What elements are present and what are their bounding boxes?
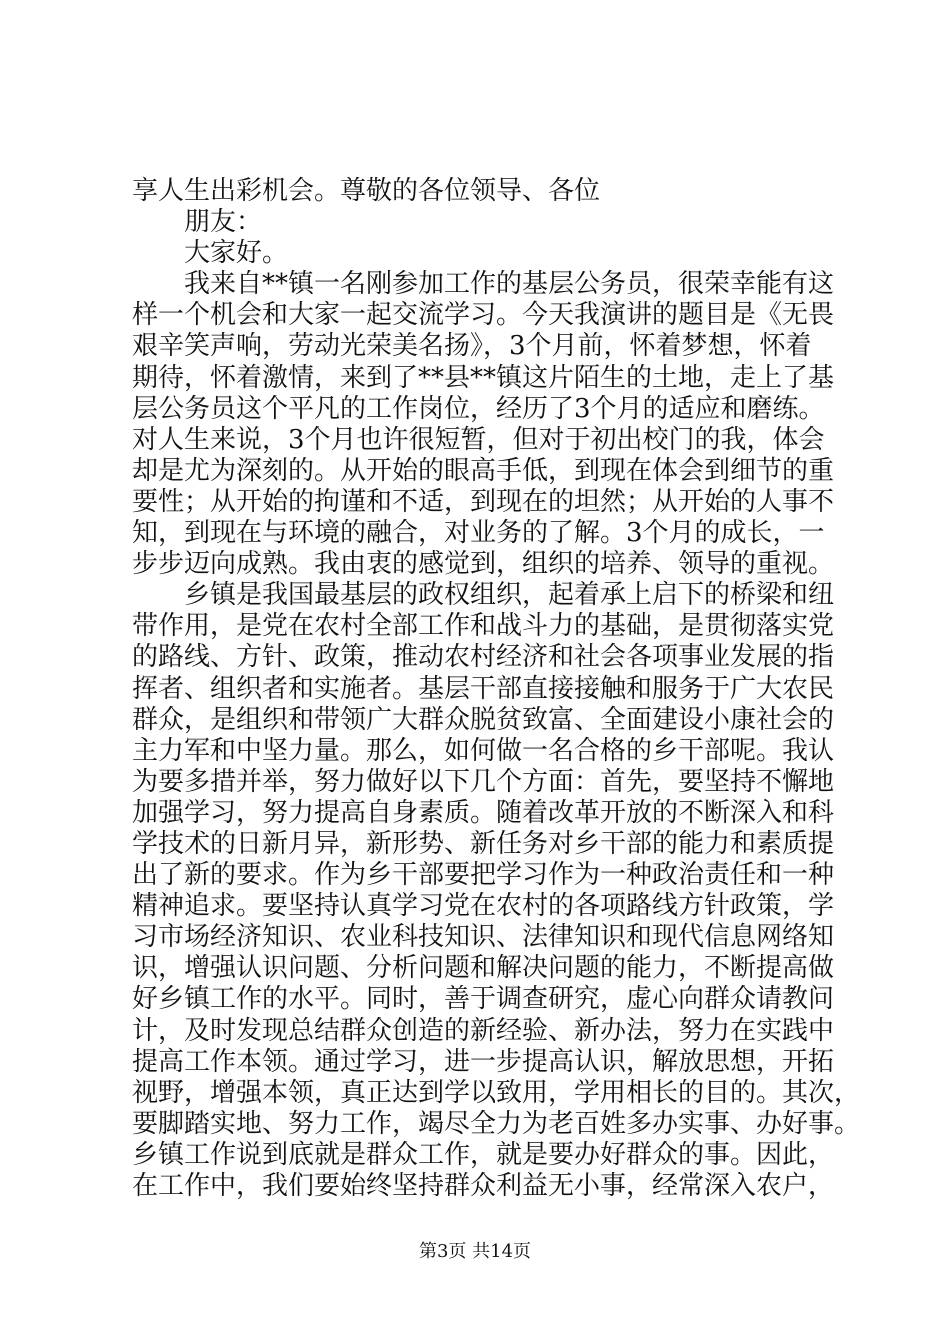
text-line: 却是尤为深刻的。从开始的眼高手低，到现在体会到细节的重 [132, 455, 835, 486]
text-line: 享人生出彩机会。尊敬的各位领导、各位 [132, 176, 601, 206]
text-line: 出了新的要求。作为乡干部要把学习作为一种政治责任和一种 [132, 860, 835, 891]
text-line: 精神追求。要坚持认真学习党在农村的各项路线方针政策，学 [132, 891, 835, 922]
text-line: 好乡镇工作的水平。同时，善于调查研究，虚心向群众请教问 [132, 984, 835, 1015]
text-line: 加强学习，努力提高自身素质。随着改革开放的不断深入和科 [132, 797, 835, 828]
text-line: 朋友： [184, 207, 263, 238]
text-line: 带作用，是党在农村全部工作和战斗力的基础，是贯彻落实党 [132, 611, 835, 642]
text-line: 要脚踏实地、努力工作，竭尽全力为老百姓多办实事、办好事。 [132, 1108, 861, 1139]
text-line: 乡镇是我国最基层的政权组织，起着承上启下的桥梁和纽 [184, 580, 835, 611]
text-line: 为要多措并举，努力做好以下几个方面：首先，要坚持不懈地 [132, 766, 835, 797]
text-line: 要性；从开始的拘谨和不适，到现在的坦然；从开始的人事不 [132, 486, 835, 517]
text-line: 样一个机会和大家一起交流学习。今天我演讲的题目是《无畏 [132, 300, 835, 331]
text-line: 乡镇工作说到底就是群众工作，就是要办好群众的事。因此， [132, 1139, 835, 1170]
text-line: 期待，怀着激情，来到了**县**镇这片陌生的土地，走上了基 [132, 362, 835, 393]
text-line: 主力军和中坚力量。那么，如何做一名合格的乡干部呢。我认 [132, 735, 835, 766]
text-line: 学技术的日新月异，新形势、新任务对乡干部的能力和素质提 [132, 828, 835, 859]
text-line: 群众，是组织和带领广大群众脱贫致富、全面建设小康社会的 [132, 704, 835, 735]
text-line: 知，到现在与环境的融合，对业务的了解。3个月的成长，一 [132, 518, 825, 549]
text-line: 在工作中，我们要始终坚持群众利益无小事，经常深入农户， [132, 1171, 835, 1201]
text-line: 艰辛笑声响，劳动光荣美名扬》，3个月前，怀着梦想，怀着 [132, 331, 812, 362]
text-line: 挥者、组织者和实施者。基层干部直接接触和服务于广大农民 [132, 673, 835, 704]
text-line: 对人生来说，3个月也许很短暂，但对于初出校门的我，体会 [132, 424, 825, 455]
text-line: 步步迈向成熟。我由衷的感觉到，组织的培养、领导的重视。 [132, 549, 835, 580]
body-text [132, 176, 861, 1202]
text-line: 识，增强认识问题、分析问题和解决问题的能力，不断提高做 [132, 953, 835, 984]
text-line: 视野，增强本领，真正达到学以致用，学用相长的目的。其次， [132, 1077, 861, 1108]
page-footer: 第3页 共14页 [418, 1241, 532, 1262]
text-line: 的路线、方针、政策，推动农村经济和社会各项事业发展的指 [132, 642, 835, 673]
text-line: 层公务员这个平凡的工作岗位，经历了3个月的适应和磨练。 [132, 393, 825, 424]
text-line: 计，及时发现总结群众创造的新经验、新办法，努力在实践中 [132, 1015, 835, 1046]
text-line: 大家好。 [184, 238, 289, 269]
text-line: 我来自**镇一名刚参加工作的基层公务员，很荣幸能有这 [184, 269, 835, 300]
text-line: 提高工作本领。通过学习，进一步提高认识，解放思想，开拓 [132, 1046, 835, 1077]
text-line: 习市场经济知识、农业科技知识、法律知识和现代信息网络知 [132, 922, 835, 953]
